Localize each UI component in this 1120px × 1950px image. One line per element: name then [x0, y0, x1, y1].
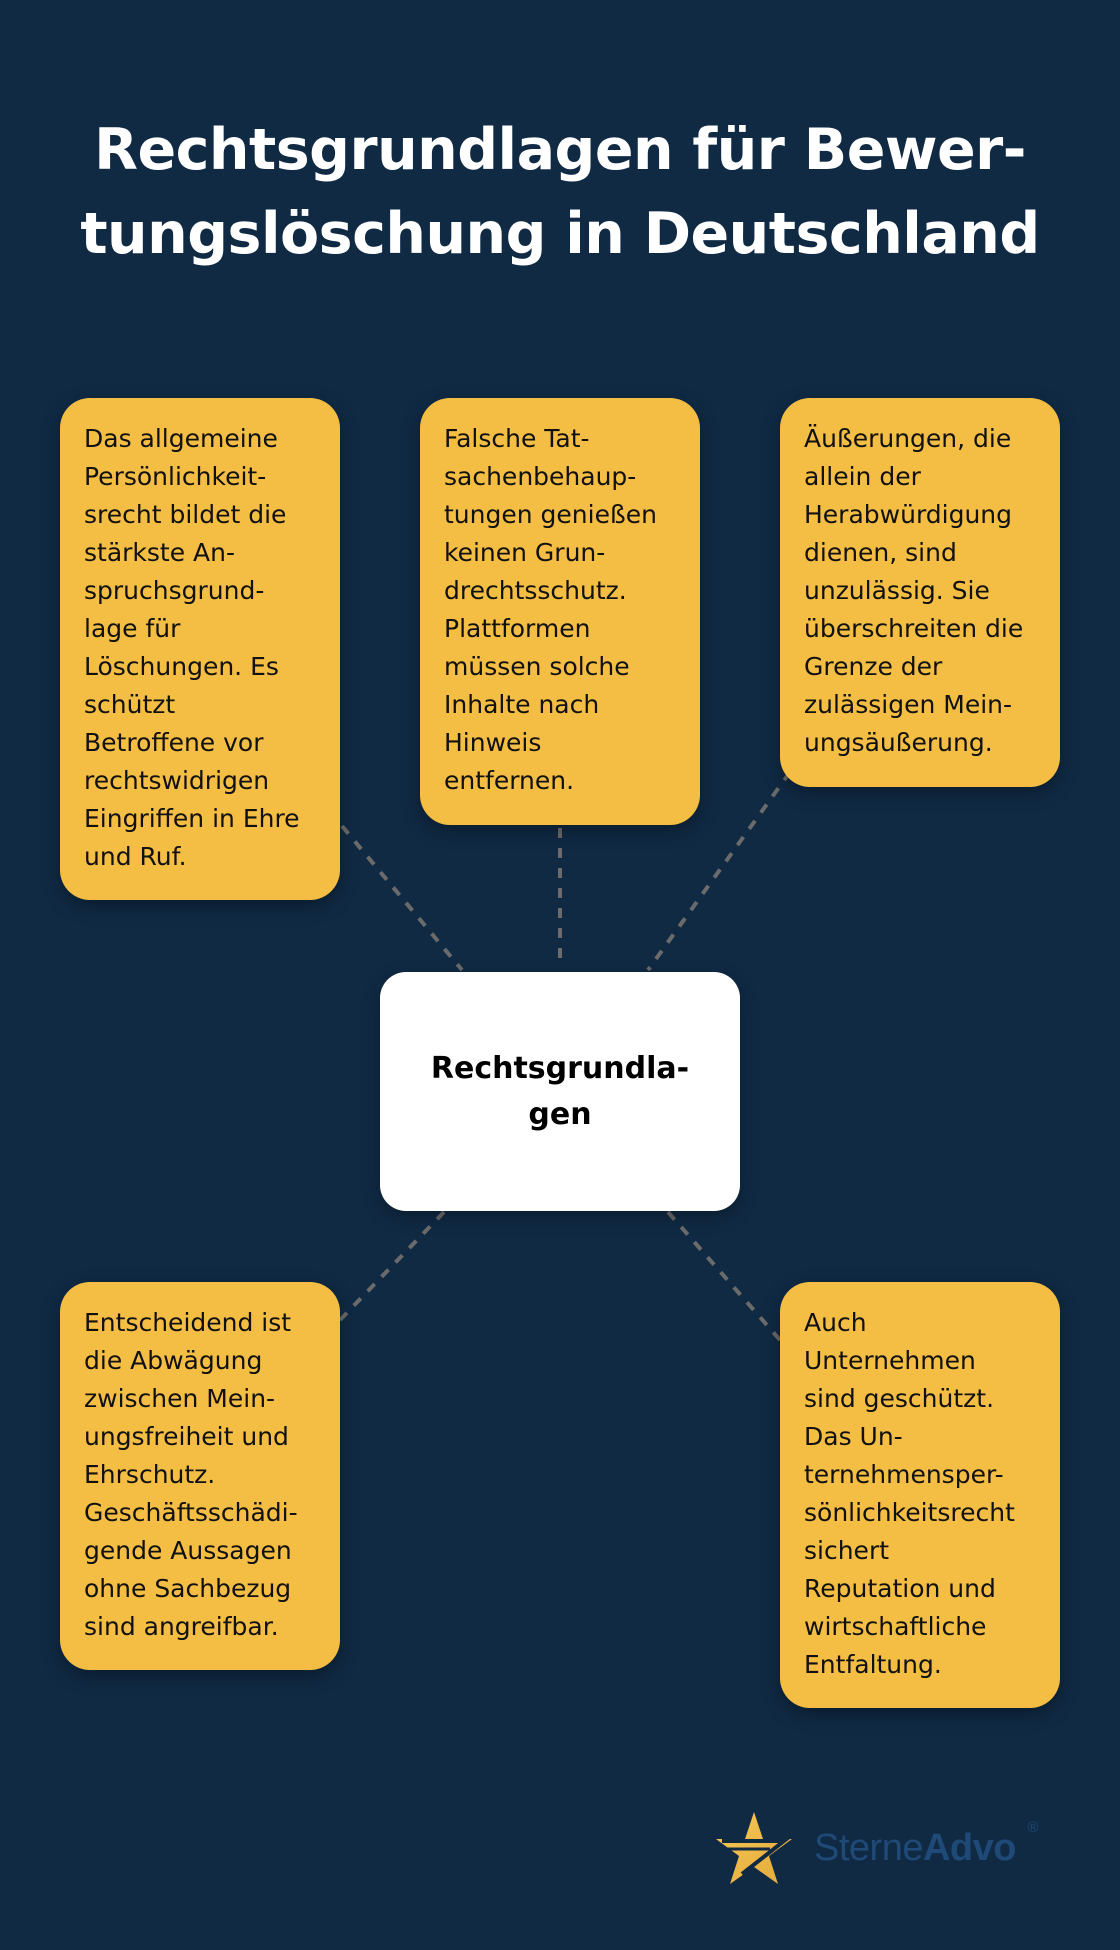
card-line: ohne Sachbezug: [84, 1574, 292, 1603]
card-line: Das Un-: [804, 1422, 903, 1451]
connector-top-left: [342, 826, 462, 970]
card-line: keinen Grun-: [444, 538, 606, 567]
card-line: Betroffene vor: [84, 728, 264, 757]
card-line: Unternehmen: [804, 1346, 976, 1375]
card-bottom-right: [780, 1282, 1060, 1708]
card-line: Ehrschutz.: [84, 1460, 216, 1489]
card-line: rechtswidrigen: [84, 766, 270, 795]
card-line: Persönlichkeit-: [84, 462, 267, 491]
title-line-1: Rechtsgrundlagen für Bewer-: [94, 117, 1026, 183]
card-line: ternehmensper-: [804, 1460, 1004, 1489]
card-line: ungsfreiheit und: [84, 1422, 289, 1451]
card-line: Plattformen: [444, 614, 591, 643]
title-line-2: tungslöschung in Deutschland: [80, 201, 1040, 267]
card-line: Entscheidend ist: [84, 1308, 292, 1337]
registered-mark: ®: [1027, 1818, 1038, 1836]
card-line: Entfaltung.: [804, 1650, 942, 1679]
center-node-line-1: Rechtsgrundla-: [430, 1050, 690, 1086]
card-line: die Abwägung: [84, 1346, 263, 1375]
card-line: Das allgemeine: [84, 424, 278, 453]
card-line: sichert: [804, 1536, 890, 1565]
card-line: srecht bildet die: [84, 500, 287, 529]
card-line: lage für: [84, 614, 181, 643]
card-line: Geschäftsschädi-: [84, 1498, 298, 1527]
card-line: Eingriffen in Ehre: [84, 804, 300, 833]
card-line: allein der: [804, 462, 921, 491]
connector-bottom-left: [340, 1212, 444, 1320]
card-line: wirtschaftliche: [804, 1612, 987, 1641]
card-line: dienen, sind: [804, 538, 957, 567]
brand-name: [814, 1818, 1038, 1870]
card-line: zulässigen Mein-: [804, 690, 1013, 719]
card-line: überschreiten die: [804, 614, 1024, 643]
card-top-center: [420, 398, 700, 825]
card-line: Auch: [804, 1308, 867, 1337]
card-line: müssen solche: [444, 652, 630, 681]
card-line: gende Aussagen: [84, 1536, 292, 1565]
brand-logo: [712, 1808, 1038, 1888]
card-line: tungen genießen: [444, 500, 657, 529]
card-bottom-left: [60, 1282, 340, 1670]
card-line: Grenze der: [804, 652, 943, 681]
center-node-line-2: gen: [528, 1096, 592, 1132]
card-line: zwischen Mein-: [84, 1384, 276, 1413]
card-line: sachenbehaup-: [444, 462, 637, 491]
card-line: stärkste An-: [84, 538, 236, 567]
card-line: entfernen.: [444, 766, 575, 795]
card-top-left: [60, 398, 340, 900]
card-line: sind geschützt.: [804, 1384, 995, 1413]
card-line: unzulässig. Sie: [804, 576, 990, 605]
card-line: schützt: [84, 690, 176, 719]
card-line: Inhalte nach: [444, 690, 600, 719]
card-line: Herabwürdigung: [804, 500, 1013, 529]
card-line: Löschungen. Es: [84, 652, 279, 681]
connector-bottom-right: [668, 1212, 780, 1340]
card-line: und Ruf.: [84, 842, 187, 871]
card-line: Hinweis: [444, 728, 542, 757]
star-icon: [712, 1808, 796, 1888]
card-line: Reputation und: [804, 1574, 996, 1603]
card-line: Falsche Tat-: [444, 424, 590, 453]
card-line: spruchsgrund-: [84, 576, 265, 605]
center-node: [380, 972, 740, 1211]
brand-name-bold: Advo: [922, 1826, 1016, 1869]
card-line: sönlichkeitsrecht: [804, 1498, 1015, 1527]
card-line: drechtsschutz.: [444, 576, 627, 605]
card-line: sind angreifbar.: [84, 1612, 279, 1641]
card-line: Äußerungen, die: [804, 424, 1012, 453]
card-top-right: [780, 398, 1060, 787]
brand-name-light: Sterne: [814, 1826, 923, 1869]
card-line: ungsäußerung.: [804, 728, 993, 757]
